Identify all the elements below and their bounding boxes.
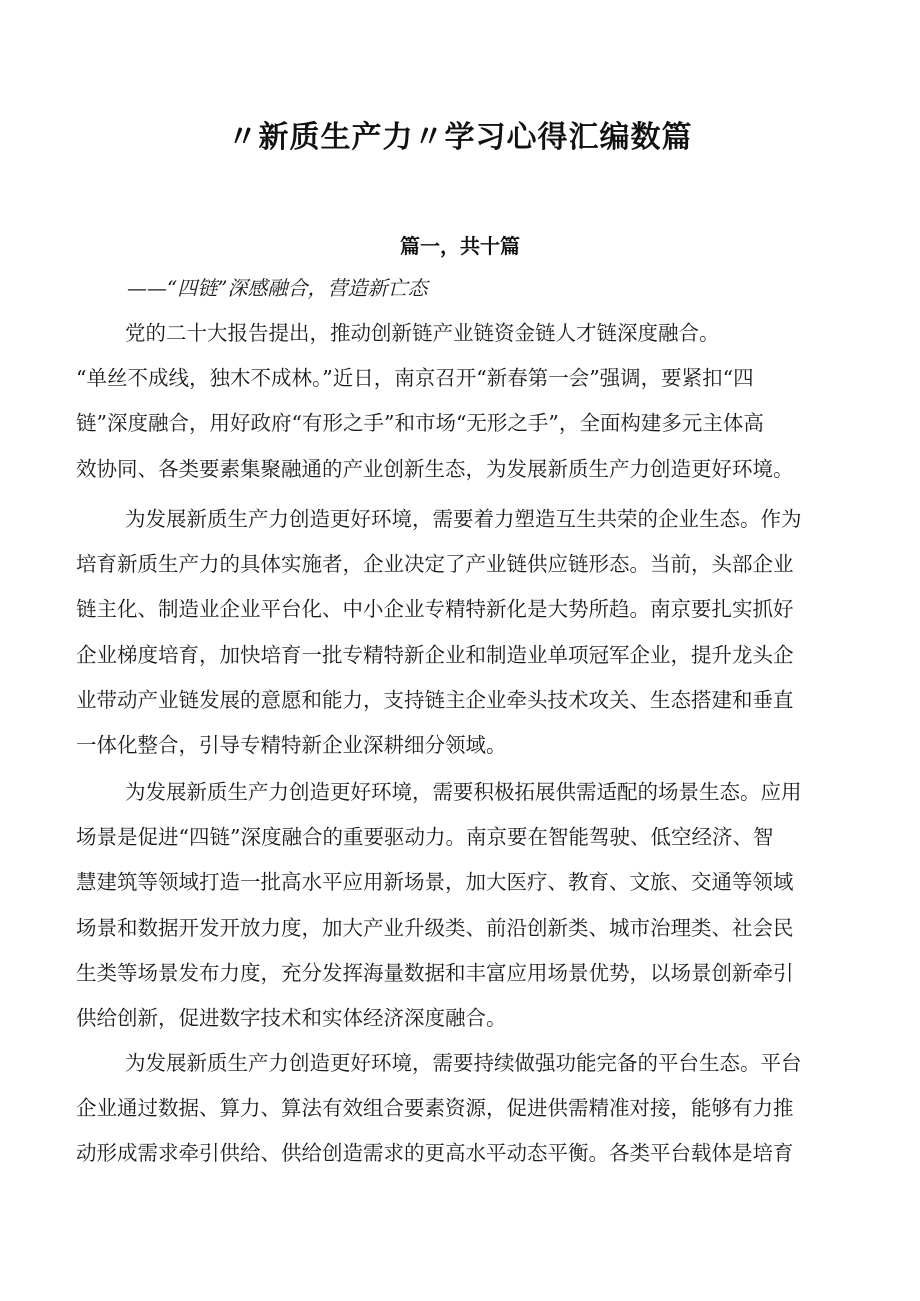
paragraph-line: 企业梯度培育，加快培育一批专精特新企业和制造业单项冠军企业，提升龙头企 (76, 642, 794, 667)
paragraph-line: 为发展新质生产力创造更好环境，需要持续做强功能完备的平台生态。平台 (125, 1051, 802, 1075)
paragraph-line: “单丝不成线，独木不成林。”近日，南京召开“新春第一会”强调，要紧扣“四 (76, 366, 754, 391)
paragraph-line: 为发展新质生产力创造更好环境，需要着力塑造互生共荣的企业生态。作为 (125, 507, 802, 531)
paragraph-3 (76, 770, 856, 1041)
paragraph-line: 链”深度融合，用好政府“有形之手”和市场“无形之手”，全面构建多元主体高 (76, 411, 764, 436)
paragraph-line: 业带动产业链发展的意愿和能力，支持链主企业牵头技术攻关、生态搭建和垂直 (76, 687, 794, 712)
section-heading: 篇一，共十篇 (400, 234, 520, 258)
paragraph-line: 场景和数据开发开放力度，加大产业升级类、前沿创新类、城市治理类、社会民 (76, 915, 794, 940)
paragraph-line: 企业通过数据、算力、算法有效组合要素资源，促进供需精准对接，能够有力推 (76, 1096, 794, 1121)
paragraph-4 (76, 1041, 856, 1177)
document-title: 〃新质生产力〃学习心得汇编数篇 (227, 120, 693, 155)
paragraph-line: 链主化、制造业企业平台化、中小企业专精特新化是大势所趋。南京要扎实抓好 (76, 597, 794, 622)
paragraph-2 (76, 497, 856, 768)
paragraph-line: 党的二十大报告提出，推动创新链产业链资金链人才链深度融合。 (125, 321, 720, 345)
paragraph-line: 场景是促进“四链”深度融合的重要驱动力。南京要在智能驾驶、低空经济、智 (76, 825, 774, 850)
paragraph-line: 动形成需求牵引供给、供给创造需求的更高水平动态平衡。各类平台载体是培育 (76, 1141, 794, 1166)
paragraph-line: 效协同、各类要素集聚融通的产业创新生态，为发展新质生产力创造更好环境。 (76, 456, 794, 481)
paragraph-line: 培育新质生产力的具体实施者，企业决定了产业链供应链形态。当前，头部企业 (76, 552, 794, 577)
paragraph-line: 供给创新，促进数字技术和实体经济深度融合。 (76, 1005, 507, 1030)
paragraph-line: 生类等场景发布力度，充分发挥海量数据和丰富应用场景优势，以场景创新牵引 (76, 960, 794, 985)
section-subtitle: ——“四链”深感融合，营造新亡态 (127, 276, 428, 300)
paragraph-line: 一体化整合，引导专精特新企业深耕细分领域。 (76, 732, 507, 757)
paragraph-1 (76, 311, 856, 492)
paragraph-line: 慧建筑等领域打造一批高水平应用新场景，加大医疗、教育、文旅、交通等领域 (76, 870, 794, 895)
paragraph-line: 为发展新质生产力创造更好环境，需要积极拓展供需适配的场景生态。应用 (125, 780, 802, 804)
